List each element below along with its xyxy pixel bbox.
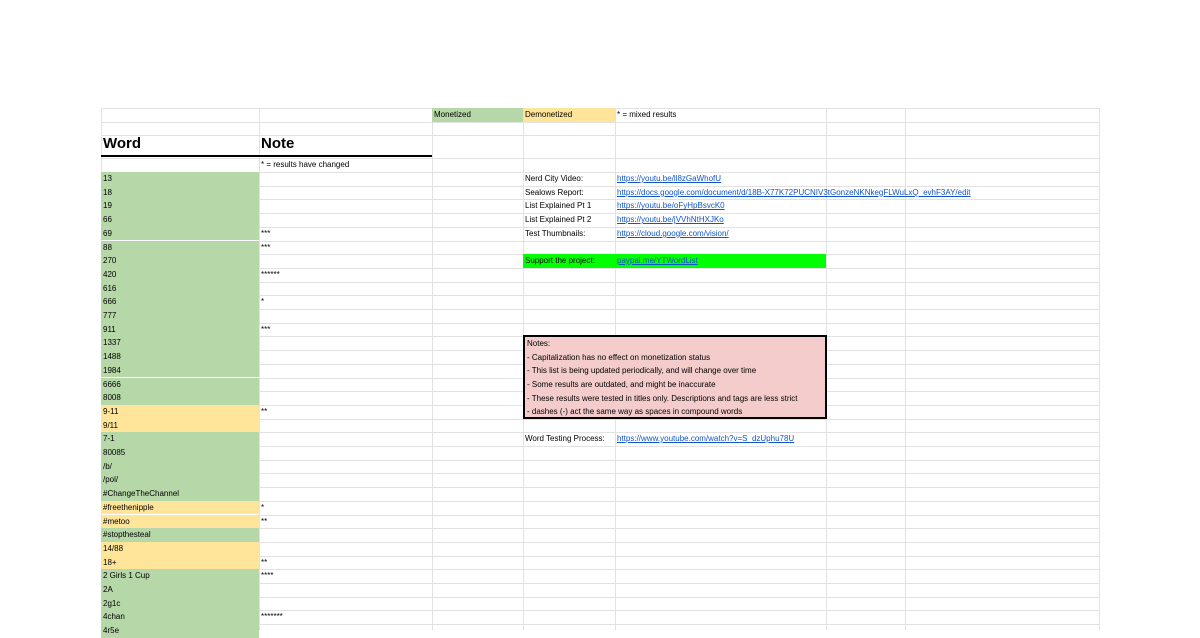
word-cell[interactable]: 2 Girls 1 Cup: [101, 569, 259, 583]
note-cell[interactable]: [259, 282, 432, 296]
grid-col-line: [1099, 108, 1100, 630]
legend-mixed-note[interactable]: * = mixed results: [617, 110, 677, 119]
note-cell[interactable]: ***: [261, 228, 271, 238]
support-paypal-link[interactable]: paypal.me/YTWordList: [615, 254, 826, 268]
word-cell[interactable]: 9-11: [101, 405, 259, 419]
word-cell[interactable]: 2g1c: [101, 597, 259, 611]
note-cell[interactable]: [259, 460, 432, 474]
note-cell[interactable]: [259, 528, 432, 542]
link-nerd-city-video[interactable]: https://youtu.be/ll8zGaWhofU: [617, 174, 722, 183]
link-list-explained-1[interactable]: https://youtu.be/oFyHpBsvcK0: [617, 201, 725, 211]
note-cell[interactable]: [259, 624, 432, 638]
link-label-thumbnails[interactable]: Test Thumbnails:: [525, 228, 586, 238]
note-cell[interactable]: [259, 391, 432, 405]
note-cell[interactable]: ****: [261, 571, 274, 581]
note-subheader[interactable]: * = results have changed: [261, 160, 350, 169]
notes-title: Notes:: [527, 339, 551, 348]
note-cell[interactable]: [259, 446, 432, 460]
note-line: - This list is being updated periodically, and will change over time: [527, 366, 757, 376]
note-cell[interactable]: [259, 364, 432, 378]
word-cell[interactable]: 911: [101, 323, 259, 337]
word-cell[interactable]: 8008: [101, 391, 259, 405]
note-cell[interactable]: ***: [261, 242, 271, 252]
note-cell[interactable]: **: [261, 557, 268, 567]
note-cell[interactable]: [259, 186, 432, 200]
note-line: - These results were tested in titles only. Descriptions and tags are less strict: [527, 393, 798, 403]
note-cell[interactable]: [259, 172, 432, 186]
link-list-explained-2[interactable]: https://youtu.be/jVVhNtHXJKo: [617, 215, 724, 225]
word-cell[interactable]: 1488: [101, 350, 259, 364]
word-cell[interactable]: 6666: [101, 378, 259, 392]
link-sealows-report[interactable]: https://docs.google.com/document/d/18B-X77K72PUCNIV3tGonzeNKNkegFLWuLxQ_evhF3AY/edit: [617, 187, 971, 197]
word-cell[interactable]: 88: [101, 241, 259, 255]
word-cell[interactable]: 270: [101, 254, 259, 268]
process-label[interactable]: Word Testing Process:: [525, 434, 605, 443]
note-cell[interactable]: [259, 419, 432, 433]
word-cell[interactable]: 80085: [101, 446, 259, 460]
note-column-header[interactable]: Note: [259, 135, 432, 157]
word-cell[interactable]: /pol/: [101, 473, 259, 487]
note-cell[interactable]: [259, 473, 432, 487]
word-cell[interactable]: 69: [101, 227, 259, 241]
note-cell[interactable]: [259, 432, 432, 446]
word-cell[interactable]: 19: [101, 199, 259, 213]
word-cell[interactable]: 4chan: [101, 610, 259, 624]
note-cell[interactable]: [259, 542, 432, 556]
note-cell[interactable]: [259, 309, 432, 323]
word-cell[interactable]: 7-1: [101, 432, 259, 446]
note-line: - Capitalization has no effect on monetization status: [527, 352, 711, 362]
note-cell[interactable]: [259, 378, 432, 392]
word-cell[interactable]: #freethenipple: [101, 501, 259, 515]
link-label-explained-1[interactable]: List Explained Pt 1: [525, 201, 592, 211]
word-cell[interactable]: 2A: [101, 583, 259, 597]
grid-row-line: [101, 158, 1099, 159]
legend-demonetized[interactable]: Demonetized: [523, 108, 615, 122]
note-cell[interactable]: ******: [261, 269, 280, 279]
notes-box[interactable]: [523, 335, 827, 419]
note-cell[interactable]: [259, 487, 432, 501]
word-column-header[interactable]: Word: [101, 135, 259, 157]
word-cell[interactable]: 616: [101, 282, 259, 296]
link-label-explained-2[interactable]: List Explained Pt 2: [525, 215, 592, 225]
note-cell[interactable]: [259, 583, 432, 597]
word-cell[interactable]: #stopthesteal: [101, 528, 259, 542]
note-cell[interactable]: [259, 254, 432, 268]
support-label[interactable]: Support the project:: [523, 254, 615, 268]
word-cell[interactable]: 666: [101, 295, 259, 309]
word-cell[interactable]: 18: [101, 186, 259, 200]
word-cell[interactable]: 9/11: [101, 419, 259, 433]
note-cell[interactable]: [259, 597, 432, 611]
note-cell[interactable]: [259, 213, 432, 227]
word-cell[interactable]: /b/: [101, 460, 259, 474]
word-cell[interactable]: 420: [101, 268, 259, 282]
word-cell[interactable]: 66: [101, 213, 259, 227]
note-cell[interactable]: *: [261, 502, 265, 512]
word-cell[interactable]: 18+: [101, 556, 259, 570]
grid-row-line: [101, 122, 1099, 123]
word-cell[interactable]: 14/88: [101, 542, 259, 556]
process-link[interactable]: https://www.youtube.com/watch?v=S_dzUphu78U: [617, 434, 795, 443]
note-line: - Some results are outdated, and might be inaccurate: [527, 380, 716, 390]
word-cell[interactable]: #ChangeTheChannel: [101, 487, 259, 501]
word-cell[interactable]: 1337: [101, 336, 259, 350]
note-cell[interactable]: [259, 350, 432, 364]
note-cell[interactable]: [259, 199, 432, 213]
word-cell[interactable]: 1984: [101, 364, 259, 378]
legend-monetized[interactable]: Monetized: [432, 108, 523, 122]
note-cell[interactable]: *: [261, 297, 265, 307]
spreadsheet-grid[interactable]: [101, 108, 1099, 636]
word-cell[interactable]: 777: [101, 309, 259, 323]
link-label-nerd-city[interactable]: Nerd City Video:: [525, 174, 584, 183]
note-cell[interactable]: **: [261, 406, 268, 416]
word-cell[interactable]: 13: [101, 172, 259, 186]
note-cell[interactable]: ***: [261, 324, 271, 334]
note-line: - dashes (-) act the same way as spaces in compound words: [527, 407, 743, 417]
link-test-thumbnails[interactable]: https://cloud.google.com/vision/: [617, 228, 729, 238]
note-cell[interactable]: *******: [261, 612, 283, 622]
link-label-sealows[interactable]: Sealows Report:: [525, 187, 584, 197]
word-cell[interactable]: 4r5e: [101, 624, 259, 638]
word-cell[interactable]: #metoo: [101, 515, 259, 529]
note-cell[interactable]: [259, 336, 432, 350]
note-cell[interactable]: **: [261, 516, 268, 526]
